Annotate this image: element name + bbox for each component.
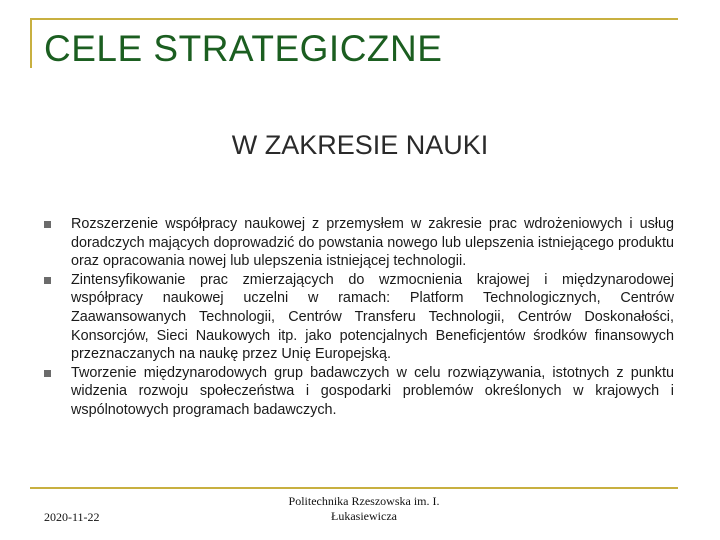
title-accent-vertical-line [30,18,32,68]
square-bullet-icon [44,277,51,284]
footer-org-line-1: Politechnika Rzeszowska im. I. [288,494,440,508]
bullet-text-2: Zintensyfikowanie prac zmierzających do wzmocnienia krajowej i międzynarodowej współpracy naukowej uczelni w ramach: Platform Technologicznych, Centrów Zaawansowanych Technologii, Centrów Transferu Technologii, Centrów Doskonałości, Konsorcjów, Sieci Naukowych itp. jako potencjalnych Beneficjentów środków finansowych przeznaczanych na naukę przez Unię Europejską. [71,271,674,363]
bullet-item-1 [44,215,674,271]
bullet-item-2 [44,271,674,364]
slide-subtitle: W ZAKRESIE NAUKI [231,130,489,160]
footer-organization [272,494,456,524]
bullet-text-3: Tworzenie międzynarodowych grup badawczych w celu rozwiązywania, istotnych z punktu widzenia rozwoju społeczeństwa i gospodarki problemów określonych w krajowych i wspólnotowych programach badawczych. [71,364,674,418]
bottom-rule [30,487,678,489]
bullet-item-3 [44,364,674,420]
footer-org-line-2: Łukasiewicza [331,509,397,523]
footer-date: 2020-11-22 [44,510,100,524]
slide-title: CELE STRATEGICZNE [44,28,443,69]
bullet-list [44,215,674,420]
bullet-text-1: Rozszerzenie współpracy naukowej z przemysłem w zakresie prac wdrożeniowych i usług doradczych mających doprowadzić do powstania nowego lub ulepszenia istniejącego produktu oraz opracowania nowej lub ulepszenia istniejącej technologii. [71,216,674,270]
square-bullet-icon [44,221,51,228]
square-bullet-icon [44,370,51,377]
top-rule [30,18,678,20]
